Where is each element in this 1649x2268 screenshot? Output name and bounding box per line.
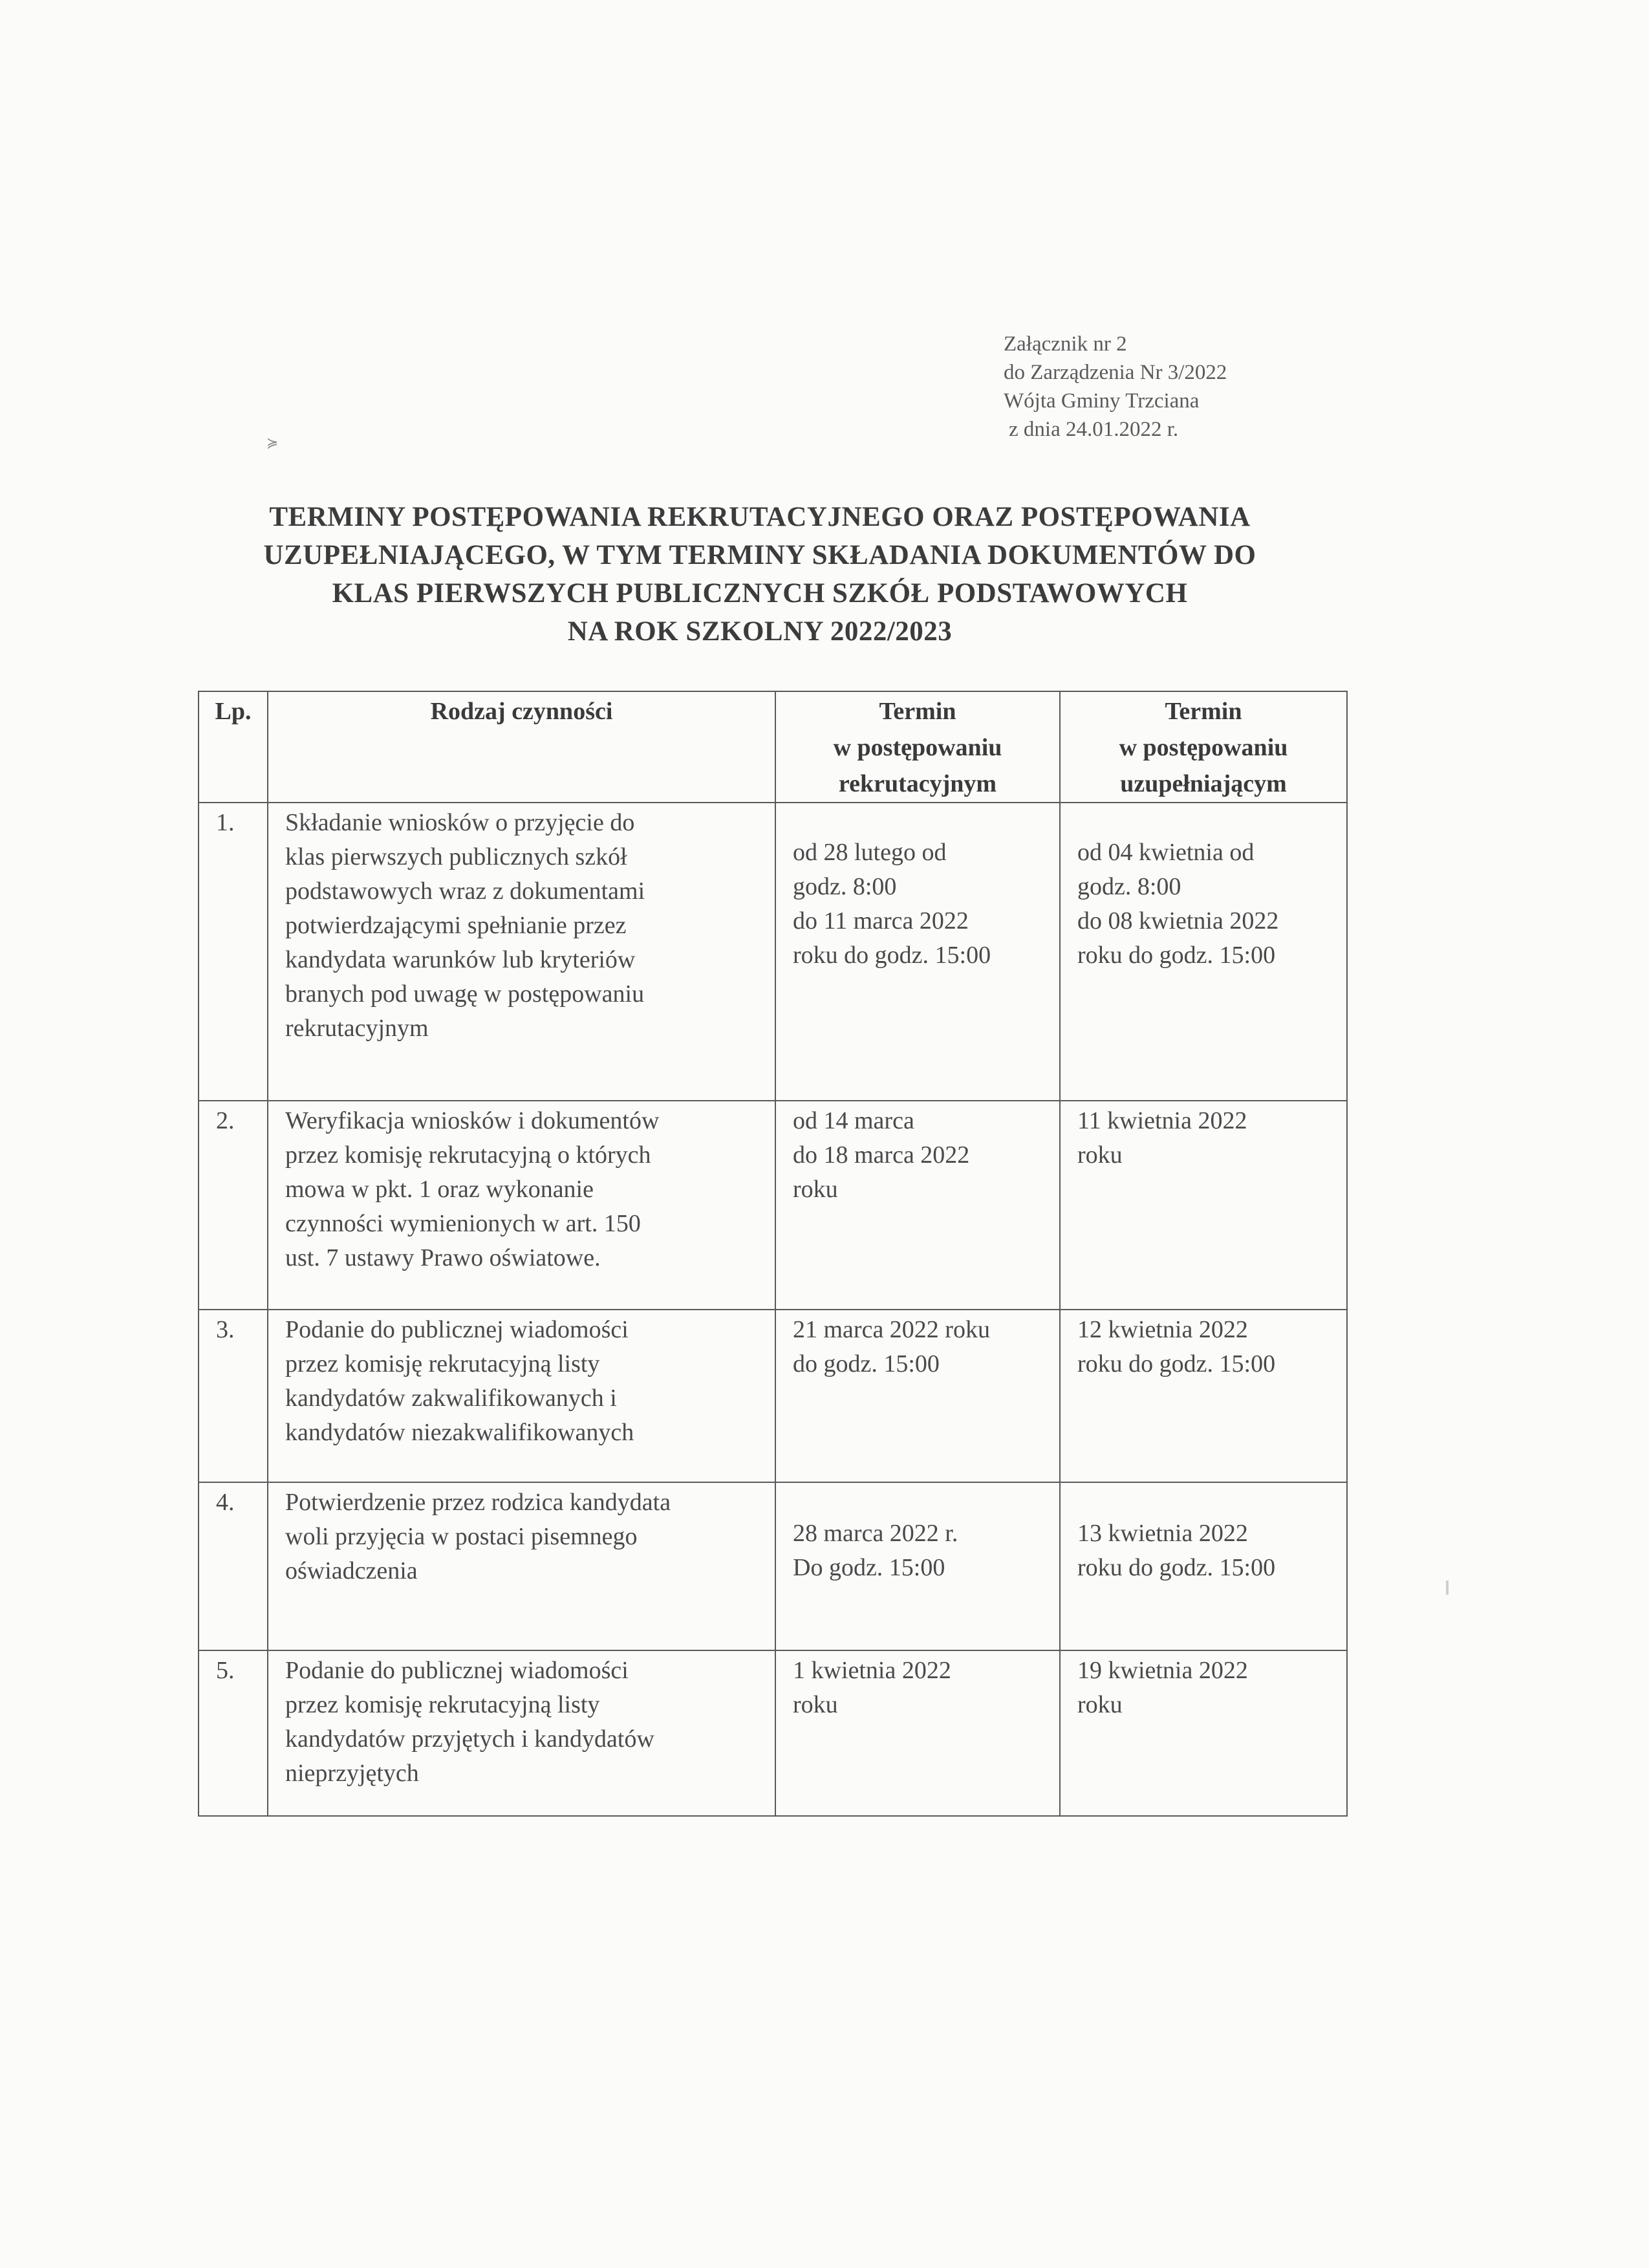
header-supplementary-term: Termin w postępowaniu uzupełniającym [1060, 691, 1347, 803]
table-row [199, 803, 1347, 1101]
annex-issuer: Wójta Gminy Trzciana [1004, 389, 1200, 413]
row-activity: Składanie wniosków o przyjęcie do klas pierwszych publicznych szkół podstawowych wraz z dokumentami potwierdzającymi spełnianie przez kandydata warunków lub kryteriów branych pod uwagę w postępowaniu rekrutacyjnym [268, 803, 775, 1101]
table-row [199, 1482, 1347, 1650]
annex-ordinance: do Zarządzenia Nr 3/2022 [1004, 361, 1227, 384]
annex-number: Załącznik nr 2 [1004, 332, 1127, 356]
title-line-1: TERMINY POSTĘPOWANIA REKRUTACYJNEGO ORAZ POSTĘPOWANIA [269, 502, 1251, 532]
title-line-3: KLAS PIERWSZYCH PUBLICZNYCH SZKÓŁ PODSTAWOWYCH [332, 578, 1188, 609]
row-recruitment-term: 21 marca 2022 roku do godz. 15:00 [775, 1310, 1060, 1482]
annex-date: z dnia 24.01.2022 r. [1009, 418, 1179, 441]
header-recruitment-term: Termin w postępowaniu rekrutacyjnym [775, 691, 1060, 803]
title-line-4: NA ROK SZKOLNY 2022/2023 [567, 616, 953, 647]
row-number: 3. [199, 1310, 268, 1482]
row-supplementary-term: 13 kwietnia 2022 roku do godz. 15:00 [1060, 1482, 1347, 1650]
row-activity: Podanie do publicznej wiadomości przez komisję rekrutacyjną listy kandydatów przyjętych i kandydatów nieprzyjętych [268, 1650, 775, 1816]
row-supplementary-term: od 04 kwietnia od godz. 8:00 do 08 kwietnia 2022 roku do godz. 15:00 [1060, 803, 1347, 1101]
row-activity: Weryfikacja wniosków i dokumentów przez komisję rekrutacyjną o których mowa w pkt. 1 oraz wykonanie czynności wymienionych w art. 150 ust. 7 ustawy Prawo oświatowe. [268, 1101, 775, 1310]
row-activity: Podanie do publicznej wiadomości przez komisję rekrutacyjną listy kandydatów zakwalifikowanych i kandydatów niezakwalifikowanych [268, 1310, 775, 1482]
header-activity: Rodzaj czynności [268, 691, 775, 803]
row-activity: Potwierdzenie przez rodzica kandydata woli przyjęcia w postaci pisemnego oświadczenia [268, 1482, 775, 1650]
row-recruitment-term: od 28 lutego od godz. 8:00 do 11 marca 2022 roku do godz. 15:00 [775, 803, 1060, 1101]
row-supplementary-term: 19 kwietnia 2022 roku [1060, 1650, 1347, 1816]
table-row [199, 1101, 1347, 1310]
row-recruitment-term: od 14 marca do 18 marca 2022 roku [775, 1101, 1060, 1310]
scan-mark: ≽ [266, 435, 279, 451]
title-line-2: UZUPEŁNIAJĄCEGO, W TYM TERMINY SKŁADANIA DOKUMENTÓW DO [263, 540, 1256, 570]
row-number: 4. [199, 1482, 268, 1650]
row-recruitment-term: 28 marca 2022 r. Do godz. 15:00 [775, 1482, 1060, 1650]
schedule-table [198, 691, 1348, 1817]
document-title [194, 498, 1326, 651]
header-lp: Lp. [199, 691, 268, 803]
row-recruitment-term: 1 kwietnia 2022 roku [775, 1650, 1060, 1816]
row-number: 1. [199, 803, 268, 1101]
row-number: 2. [199, 1101, 268, 1310]
scan-speck [1446, 1581, 1449, 1595]
row-number: 5. [199, 1650, 268, 1816]
table-row [199, 1310, 1347, 1482]
annex-reference [1004, 330, 1227, 444]
table-header-row [199, 691, 1347, 803]
row-supplementary-term: 12 kwietnia 2022 roku do godz. 15:00 [1060, 1310, 1347, 1482]
row-supplementary-term: 11 kwietnia 2022 roku [1060, 1101, 1347, 1310]
table-row [199, 1650, 1347, 1816]
